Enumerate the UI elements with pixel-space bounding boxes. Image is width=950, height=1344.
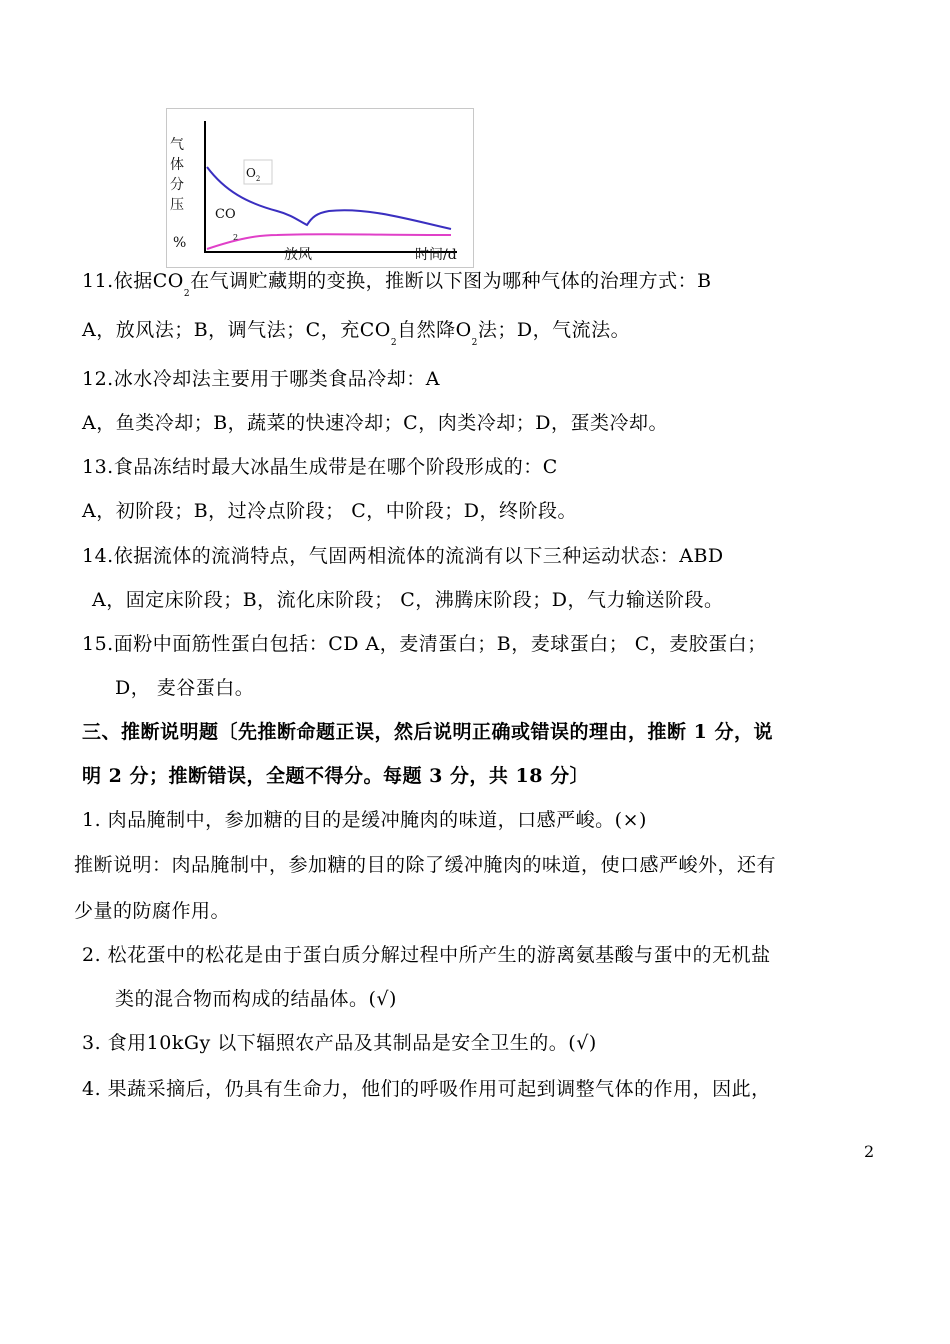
co2-label-sub: 2 — [233, 233, 239, 242]
q12-question: 12.冰水冷却法主要用于哪类食品冷却：A — [82, 368, 440, 390]
o2-label: $O_2$ — [246, 166, 261, 183]
q15-line2: D， 麦谷蛋白。 — [115, 677, 255, 699]
j4-line1: 4. 果蔬采摘后，仍具有生命力，他们的呼吸作用可起到调整气体的作用，因此， — [82, 1078, 771, 1100]
co2-label: CO — [215, 207, 236, 222]
q14-question: 14.依据流体的流淌特点，气固两相流体的流淌有以下三种运动状态：ABD — [82, 545, 724, 567]
j1-explain-line2: 少量的防腐作用。 — [74, 900, 231, 922]
q15-line1: 15.面粉中面筋性蛋白包括：CD A，麦清蛋白；B，麦球蛋白； C，麦胶蛋白； — [82, 633, 767, 655]
figure-plot — [167, 109, 475, 269]
q11-question: 11.依据$CO_2$在气调贮藏期的变换，推断以下图为哪种气体的治理方式：B — [82, 270, 712, 299]
figure-y-label: 气 体 分 压 — [170, 137, 184, 213]
section3-heading-line2: 明 2 分；推断错误，全题不得分。每题 3 分，共 18 分〕 — [82, 765, 590, 787]
figure-y-unit: % — [173, 235, 187, 251]
q12-options: A，鱼类冷却；B，蔬菜的快速冷却；C，肉类冷却；D，蛋类冷却。 — [82, 412, 668, 434]
q13-options: A，初阶段；B，过冷点阶段； C，中阶段；D，终阶段。 — [82, 500, 577, 522]
x-label-time: 时间/d — [415, 247, 457, 263]
x-label-release: 放风 — [284, 247, 312, 263]
q11-options: A，放风法；B，调气法；C，充$CO_2$自然降$O_2$法；D，气流法。 — [82, 319, 631, 348]
j3-line1: 3. 食用10kGy 以下辐照农产品及其制品是安全卫生的。(√) — [82, 1032, 597, 1054]
j2-line2: 类的混合物而构成的结晶体。(√) — [115, 988, 397, 1010]
q13-question: 13.食品冻结时最大冰晶生成带是在哪个阶段形成的：C — [82, 456, 558, 478]
j1-explain-line1: 推断说明：肉品腌制中，参加糖的目的除了缓冲腌肉的味道，使口感严峻外，还有 — [74, 854, 777, 876]
j2-line1: 2. 松花蛋中的松花是由于蛋白质分解过程中所产生的游离氨基酸与蛋中的无机盐 — [82, 944, 771, 966]
gas-pressure-figure — [166, 108, 474, 268]
j1-statement: 1. 肉品腌制中，参加糖的目的是缓冲腌肉的味道，口感严峻。(×) — [82, 809, 647, 831]
page-number: 2 — [864, 1142, 875, 1161]
q14-options: A，固定床阶段；B，流化床阶段； C，沸腾床阶段；D，气力输送阶段。 — [92, 589, 724, 611]
section3-heading-line1: 三、推断说明题〔先推断命题正误，然后说明正确或错误的理由，推断 1 分，说 — [82, 721, 773, 743]
